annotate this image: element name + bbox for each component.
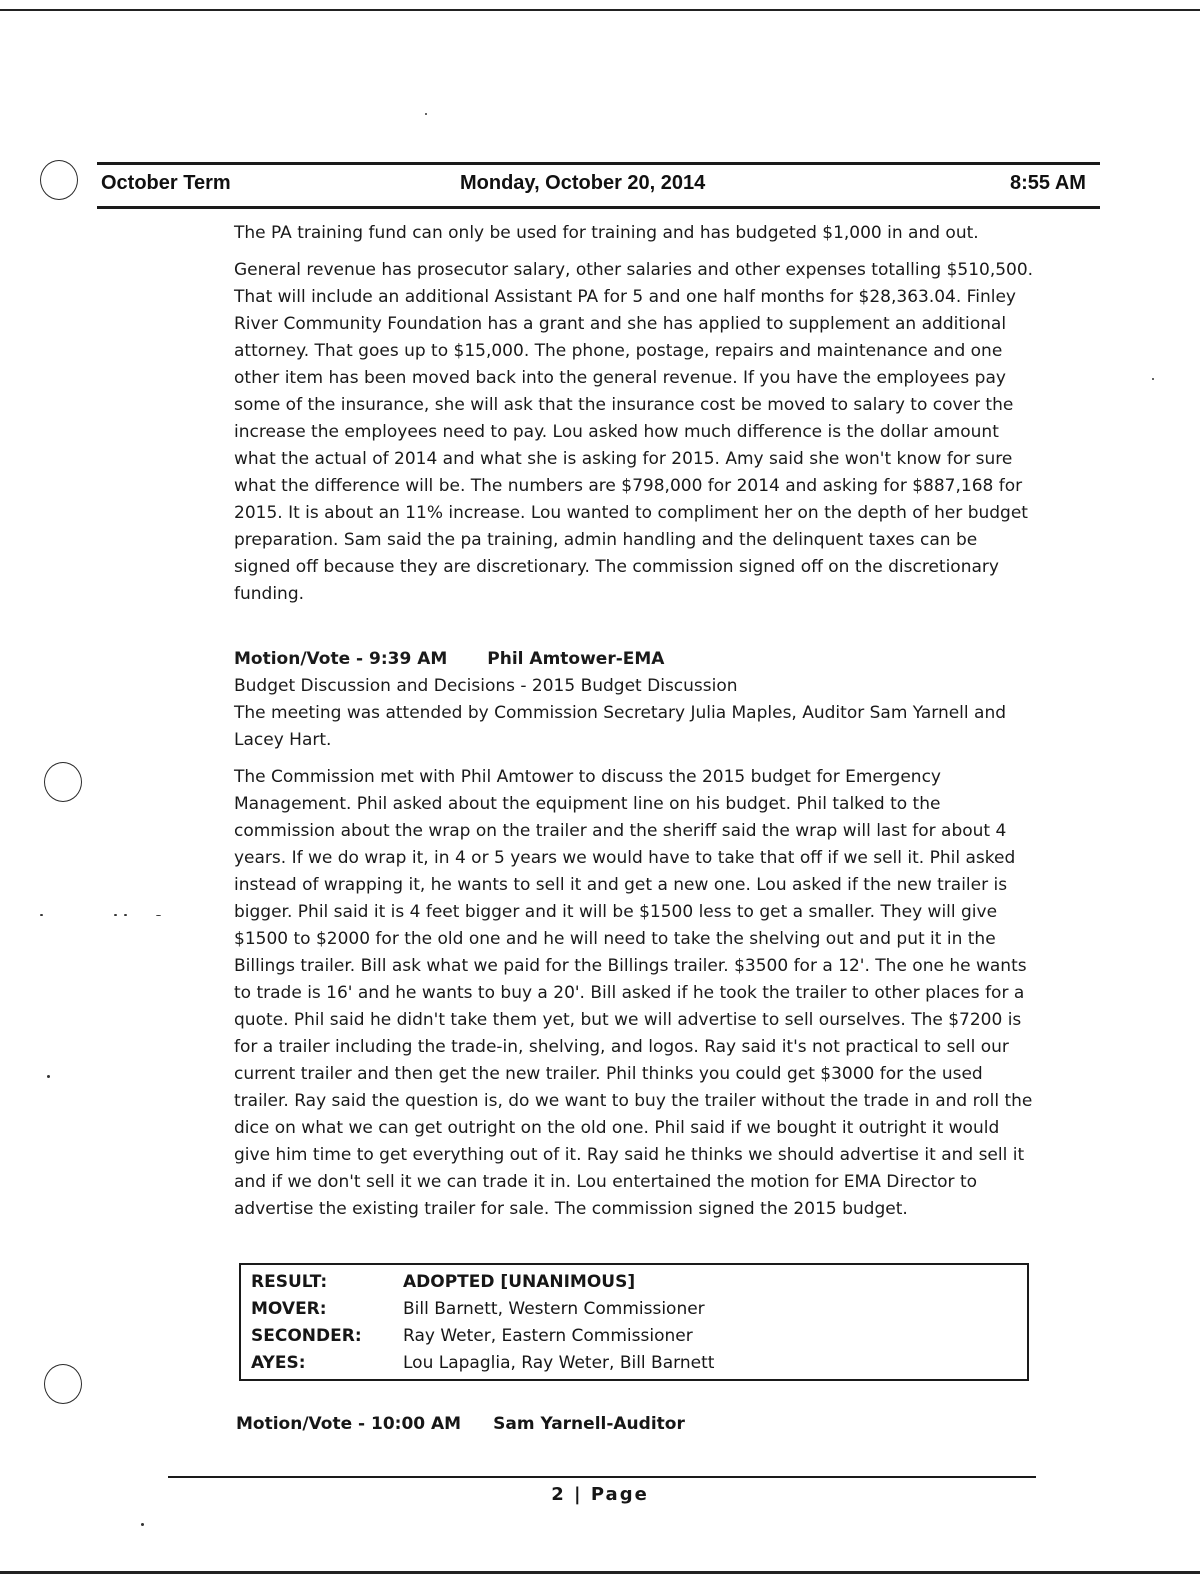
result-value: ADOPTED [UNANIMOUS] [403,1272,636,1292]
punch-hole-bottom [44,1364,82,1404]
motion-presenter: Phil Amtower-EMA [487,649,665,669]
scan-edge-bottom [0,1571,1200,1574]
motion-heading-ema [234,646,1034,673]
mover-row [251,1296,1017,1323]
header-term: October Term [101,172,231,194]
motion-subject: Budget Discussion and Decisions - 2015 Budget Discussion [234,676,738,696]
page-number: 2 | Page [551,1484,649,1505]
paragraph-pa-training: The PA training fund can only be used for training and has budgeted $1,000 in and out. [234,223,979,243]
result-row [251,1269,1017,1296]
scan-edge-top [0,9,1200,11]
punch-hole-top [40,160,78,200]
ayes-label: AYES: [251,1353,306,1373]
header-time: 8:55 AM [1010,172,1086,194]
motion-heading-auditor [236,1414,685,1434]
ayes-value: Lou Lapaglia, Ray Weter, Bill Barnett [403,1353,715,1373]
minutes-body [234,220,1034,1223]
motion-time-label: Motion/Vote - 9:39 AM [234,649,448,669]
header-rule-top [97,162,1100,165]
scan-speck [114,914,117,916]
header-date: Monday, October 20, 2014 [460,172,706,194]
vote-result-table [239,1263,1029,1381]
mover-label: MOVER: [251,1299,327,1319]
paragraph-general-revenue: General revenue has prosecutor salary, other salaries and other expenses totalling $510,500. That will include an additional Assistant PA for 5 and one half months for $28,363.04. Finley River Community Foundation has a grant and she has applied to supplement an additional attorney. That goes up to $15,000. The phone, postage, repairs and maintenance and one other item has been moved back into the general revenue. If you have the employees pay some of the insurance, she will ask that the insurance cost be moved to salary to cover the increase the employees need to pay. Lou asked how much difference is the dollar amount what the actual of 2014 and what she is asking for 2015. Amy said she won't know for sure what the difference will be. The numbers are $798,000 for 2014 and asking for $887,168 for 2015. It is about an 11% increase. Lou wanted to compliment her on the depth of her budget preparation. Sam said the pa training, admin handling and the delinquent taxes can be signed off because they are discretionary. The commission signed off on the discretionary funding. [234,260,1034,604]
scan-speck [47,1075,50,1078]
footer-rule [168,1476,1036,1478]
paragraph-ema-discussion: The Commission met with Phil Amtower to discuss the 2015 budget for Emergency Management. Phil asked about the equipment line on his budget. Phil talked to the commission about the wrap on the trailer and the sheriff said the wrap will last for about 4 years. If we do wrap it, in 4 or 5 years we would have to take that off if we sell it. Phil asked instead of wrapping it, he wants to sell it and get a new one. Lou asked if the new trailer is bigger. Phil said it is 4 feet bigger and it will be $1500 less to get a smaller. They will give $1500 to $2000 for the old one and he will need to take the shelving out and put it in the Billings trailer. Bill ask what we paid for the Billings trailer. $3500 for a 12'. The one he wants to trade is 16' and he wants to buy a 20'. Bill asked if he took the trailer to other places for a quote. Phil said he didn't take them yet, but we will advertise to sell ourselves. The $7200 is for a trailer including the trade-in, shelving, and logos. Ray said it's not practical to sell our current trailer and then get the new trailer. Phil thinks you could get $3000 for the used trailer. Ray said the question is, do we want to buy the trailer without the trade in and roll the dice on what we can get outright on the old one. Phil said if we bought it outright it would give him time to get everything out of it. Ray said he thinks we should advertise it and sell it and if we don't sell it we can trade it in. Lou entertained the motion for EMA Director to advertise the existing trailer for sale. The commission signed the 2015 budget. [234,767,1033,1219]
mover-value: Bill Barnett, Western Commissioner [403,1299,705,1319]
motion-attendance: The meeting was attended by Commission Secretary Julia Maples, Auditor Sam Yarnell and Lacey Hart. [234,703,1007,750]
seconder-row [251,1323,1017,1350]
punch-hole-middle [44,762,82,802]
scan-speck [141,1523,144,1526]
scan-speck [40,914,43,916]
seconder-value: Ray Weter, Eastern Commissioner [403,1326,693,1346]
scan-speck [1152,378,1154,380]
header-rule-bottom [97,206,1100,209]
motion2-presenter: Sam Yarnell-Auditor [493,1414,685,1434]
ayes-row [251,1350,1017,1377]
scan-speck [425,113,427,115]
motion2-time-label: Motion/Vote - 10:00 AM [236,1414,462,1434]
result-label: RESULT: [251,1272,328,1292]
scan-speck [124,914,127,916]
seconder-label: SECONDER: [251,1326,362,1346]
scan-speck [156,915,161,916]
